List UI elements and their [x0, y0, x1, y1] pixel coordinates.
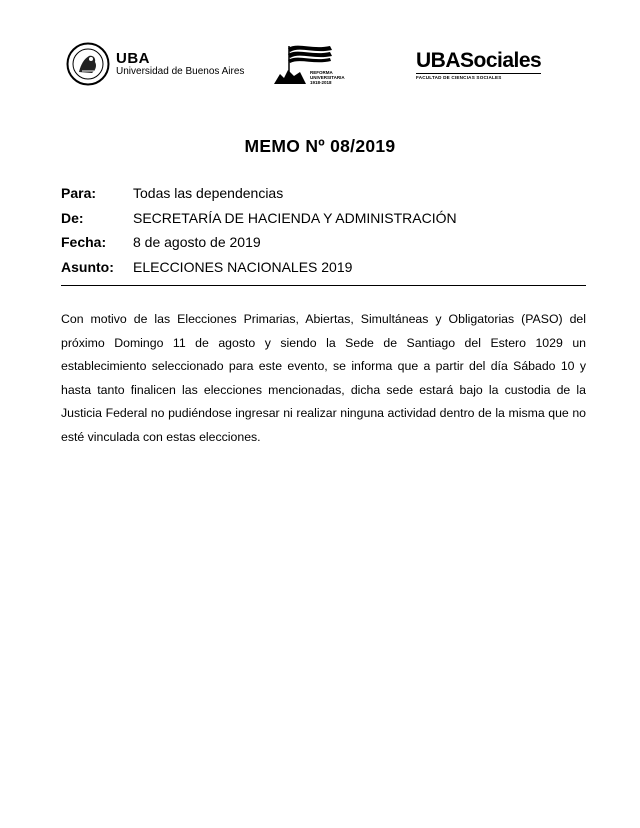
reforma-line1: REFORMA [310, 70, 333, 75]
field-value: ELECCIONES NACIONALES 2019 [133, 258, 353, 275]
field-fecha [61, 230, 586, 255]
field-de [61, 206, 586, 231]
uba-sociales-logo [416, 50, 541, 80]
memo-fields [61, 181, 586, 279]
sociales-name: UBASociales [416, 49, 542, 72]
letterhead [0, 38, 640, 88]
reforma-universitaria-logo [274, 40, 354, 88]
field-label: De: [61, 209, 84, 226]
field-value: Todas las dependencias [133, 185, 284, 202]
reforma-line3: 1918-2018 [310, 80, 332, 86]
field-label: Asunto: [61, 258, 114, 275]
uba-logo [66, 42, 244, 86]
sociales-subtitle: FACULTAD DE CIENCIAS SOCIALES [416, 73, 541, 80]
memo-body: Con motivo de las Elecciones Primarias, Abiertas, Simultáneas y Obligatorias (PASO) del próximo Domingo 11 de agosto y siendo la Sede de Santiago del Estero 1029 un establecimiento seleccionado para este evento, se informa que a partir del día Sábado 10 y hasta tanto finalicen las elecciones mencionadas, dicha sede estará bajo la custodia de la Justicia Federal no pudiéndose ingresar ni realizar ninguna actividad dentro de la misma que no esté vinculada con estas elecciones. [61, 312, 586, 444]
uba-name: UBA [116, 50, 150, 67]
reforma-line2: UNIVERSITARIA [310, 75, 345, 81]
field-value: SECRETARÍA DE HACIENDA Y ADMINISTRACIÓN [133, 209, 457, 226]
field-label: Para: [61, 185, 97, 202]
memo-title: MEMO Nº 08/2019 [244, 136, 396, 156]
field-label: Fecha: [61, 234, 107, 251]
uba-seal-icon [66, 42, 110, 86]
divider [61, 285, 586, 286]
field-asunto [61, 255, 586, 280]
field-para [61, 181, 586, 206]
field-value: 8 de agosto de 2019 [133, 234, 261, 251]
uba-subtitle: Universidad de Buenos Aires [116, 66, 245, 77]
